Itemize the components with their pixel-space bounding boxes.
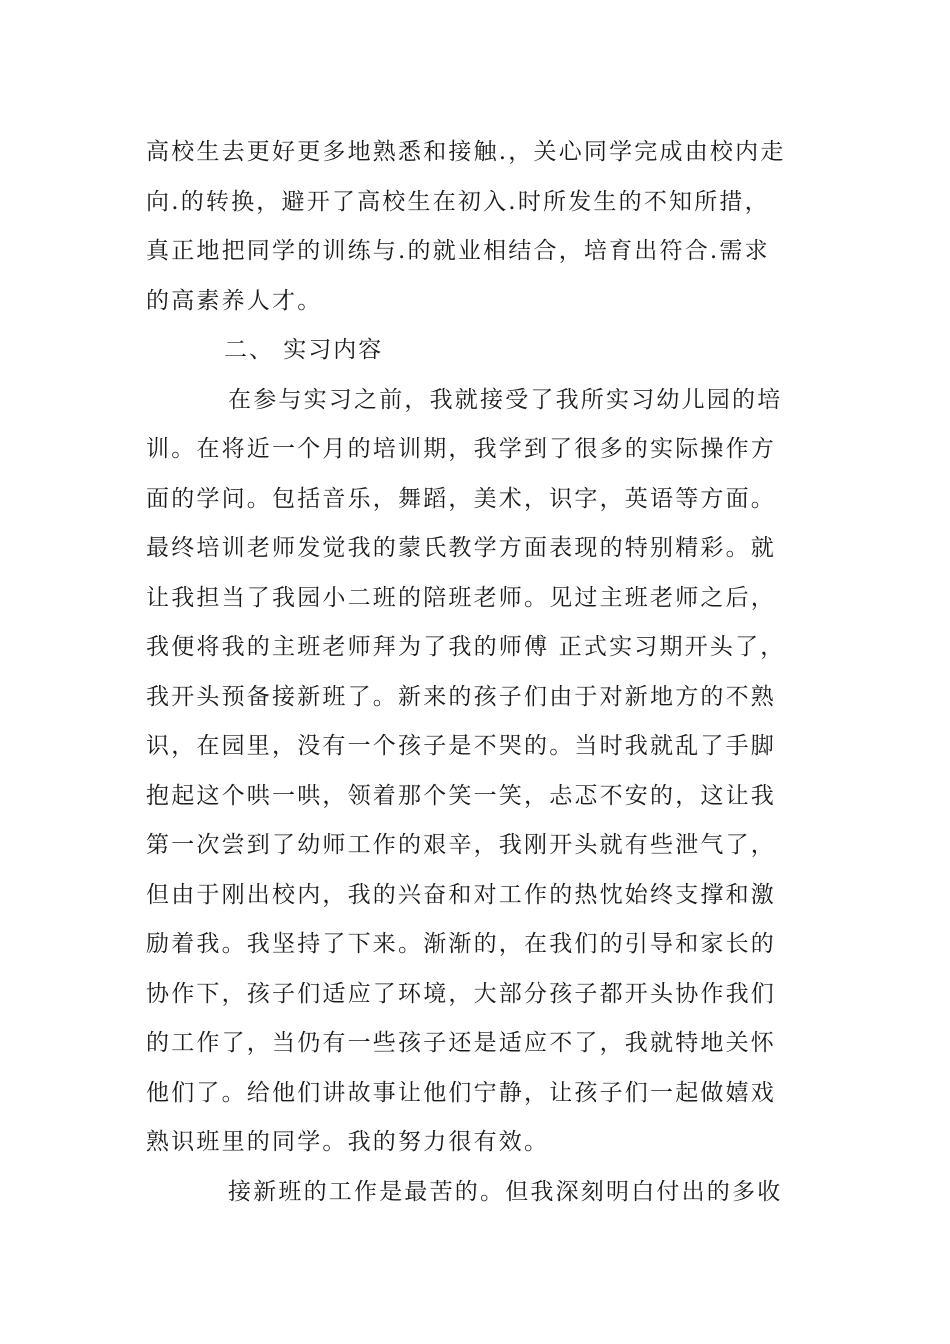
text-line: 高校生去更好更多地熟悉和接触.，关心同学完成由校内走 (146, 139, 786, 165)
text-line: 抱起这个哄一哄，领着那个笑一笑，忐忑不安的，这让我 (146, 782, 776, 809)
text-line: 协作下，孩子们适应了环境，大部分孩子都开头协作我们 (146, 980, 776, 1007)
text-line: 最终培训老师发觉我的蒙氏教学方面表现的特别精彩。就 (146, 535, 776, 561)
text-line: 他们了。给他们讲故事让他们宁静，让孩子们一起做嬉戏 (146, 1079, 776, 1106)
text-line: 向.的转换，避开了高校生在初入.时所发生的不知所措， (146, 188, 770, 215)
text-line: 面的学问。包括音乐，舞蹈，美术，识字，英语等方面。 (146, 485, 776, 512)
text-line: 的工作了，当仍有一些孩子还是适应不了，我就特地关怀 (146, 1030, 776, 1056)
paragraph-first-line: 在参与实习之前，我就接受了我所实习幼儿园的培 (228, 386, 783, 413)
text-line: 第一次尝到了幼师工作的艰辛，我刚开头就有些泄气了， (146, 832, 776, 858)
text-line: 熟识班里的同学。我的努力很有效。 (146, 1129, 550, 1155)
text-line: 让我担当了我园小二班的陪班老师。见过主班老师之后， (146, 584, 776, 611)
text-line: 训。在将近一个月的培训期，我学到了很多的实际操作方 (146, 436, 776, 462)
text-line: 我开头预备接新班了。新来的孩子们由于对新地方的不熟 (146, 683, 776, 710)
text-line: 的高素养人才。 (146, 287, 323, 314)
text-line: 真正地把同学的训练与.的就业相结合，培育出符合.需求 (146, 238, 770, 264)
section-heading: 二、 实习内容 (224, 337, 384, 363)
body-text (146, 128, 816, 1217)
text-line: 识，在园里，没有一个孩子是不哭的。当时我就乱了手脚 (146, 733, 776, 759)
text-line: 我便将我的主班老师拜为了我的师傅 正式实习期开头了， (146, 634, 786, 660)
paragraph-first-line: 接新班的工作是最苦的。但我深刻明白付出的多收 (228, 1178, 783, 1205)
text-line: 但由于刚出校内，我的兴奋和对工作的热忱始终支撑和激 (146, 881, 776, 908)
text-line: 励着我。我坚持了下来。渐渐的，在我们的引导和家长的 (146, 931, 776, 957)
